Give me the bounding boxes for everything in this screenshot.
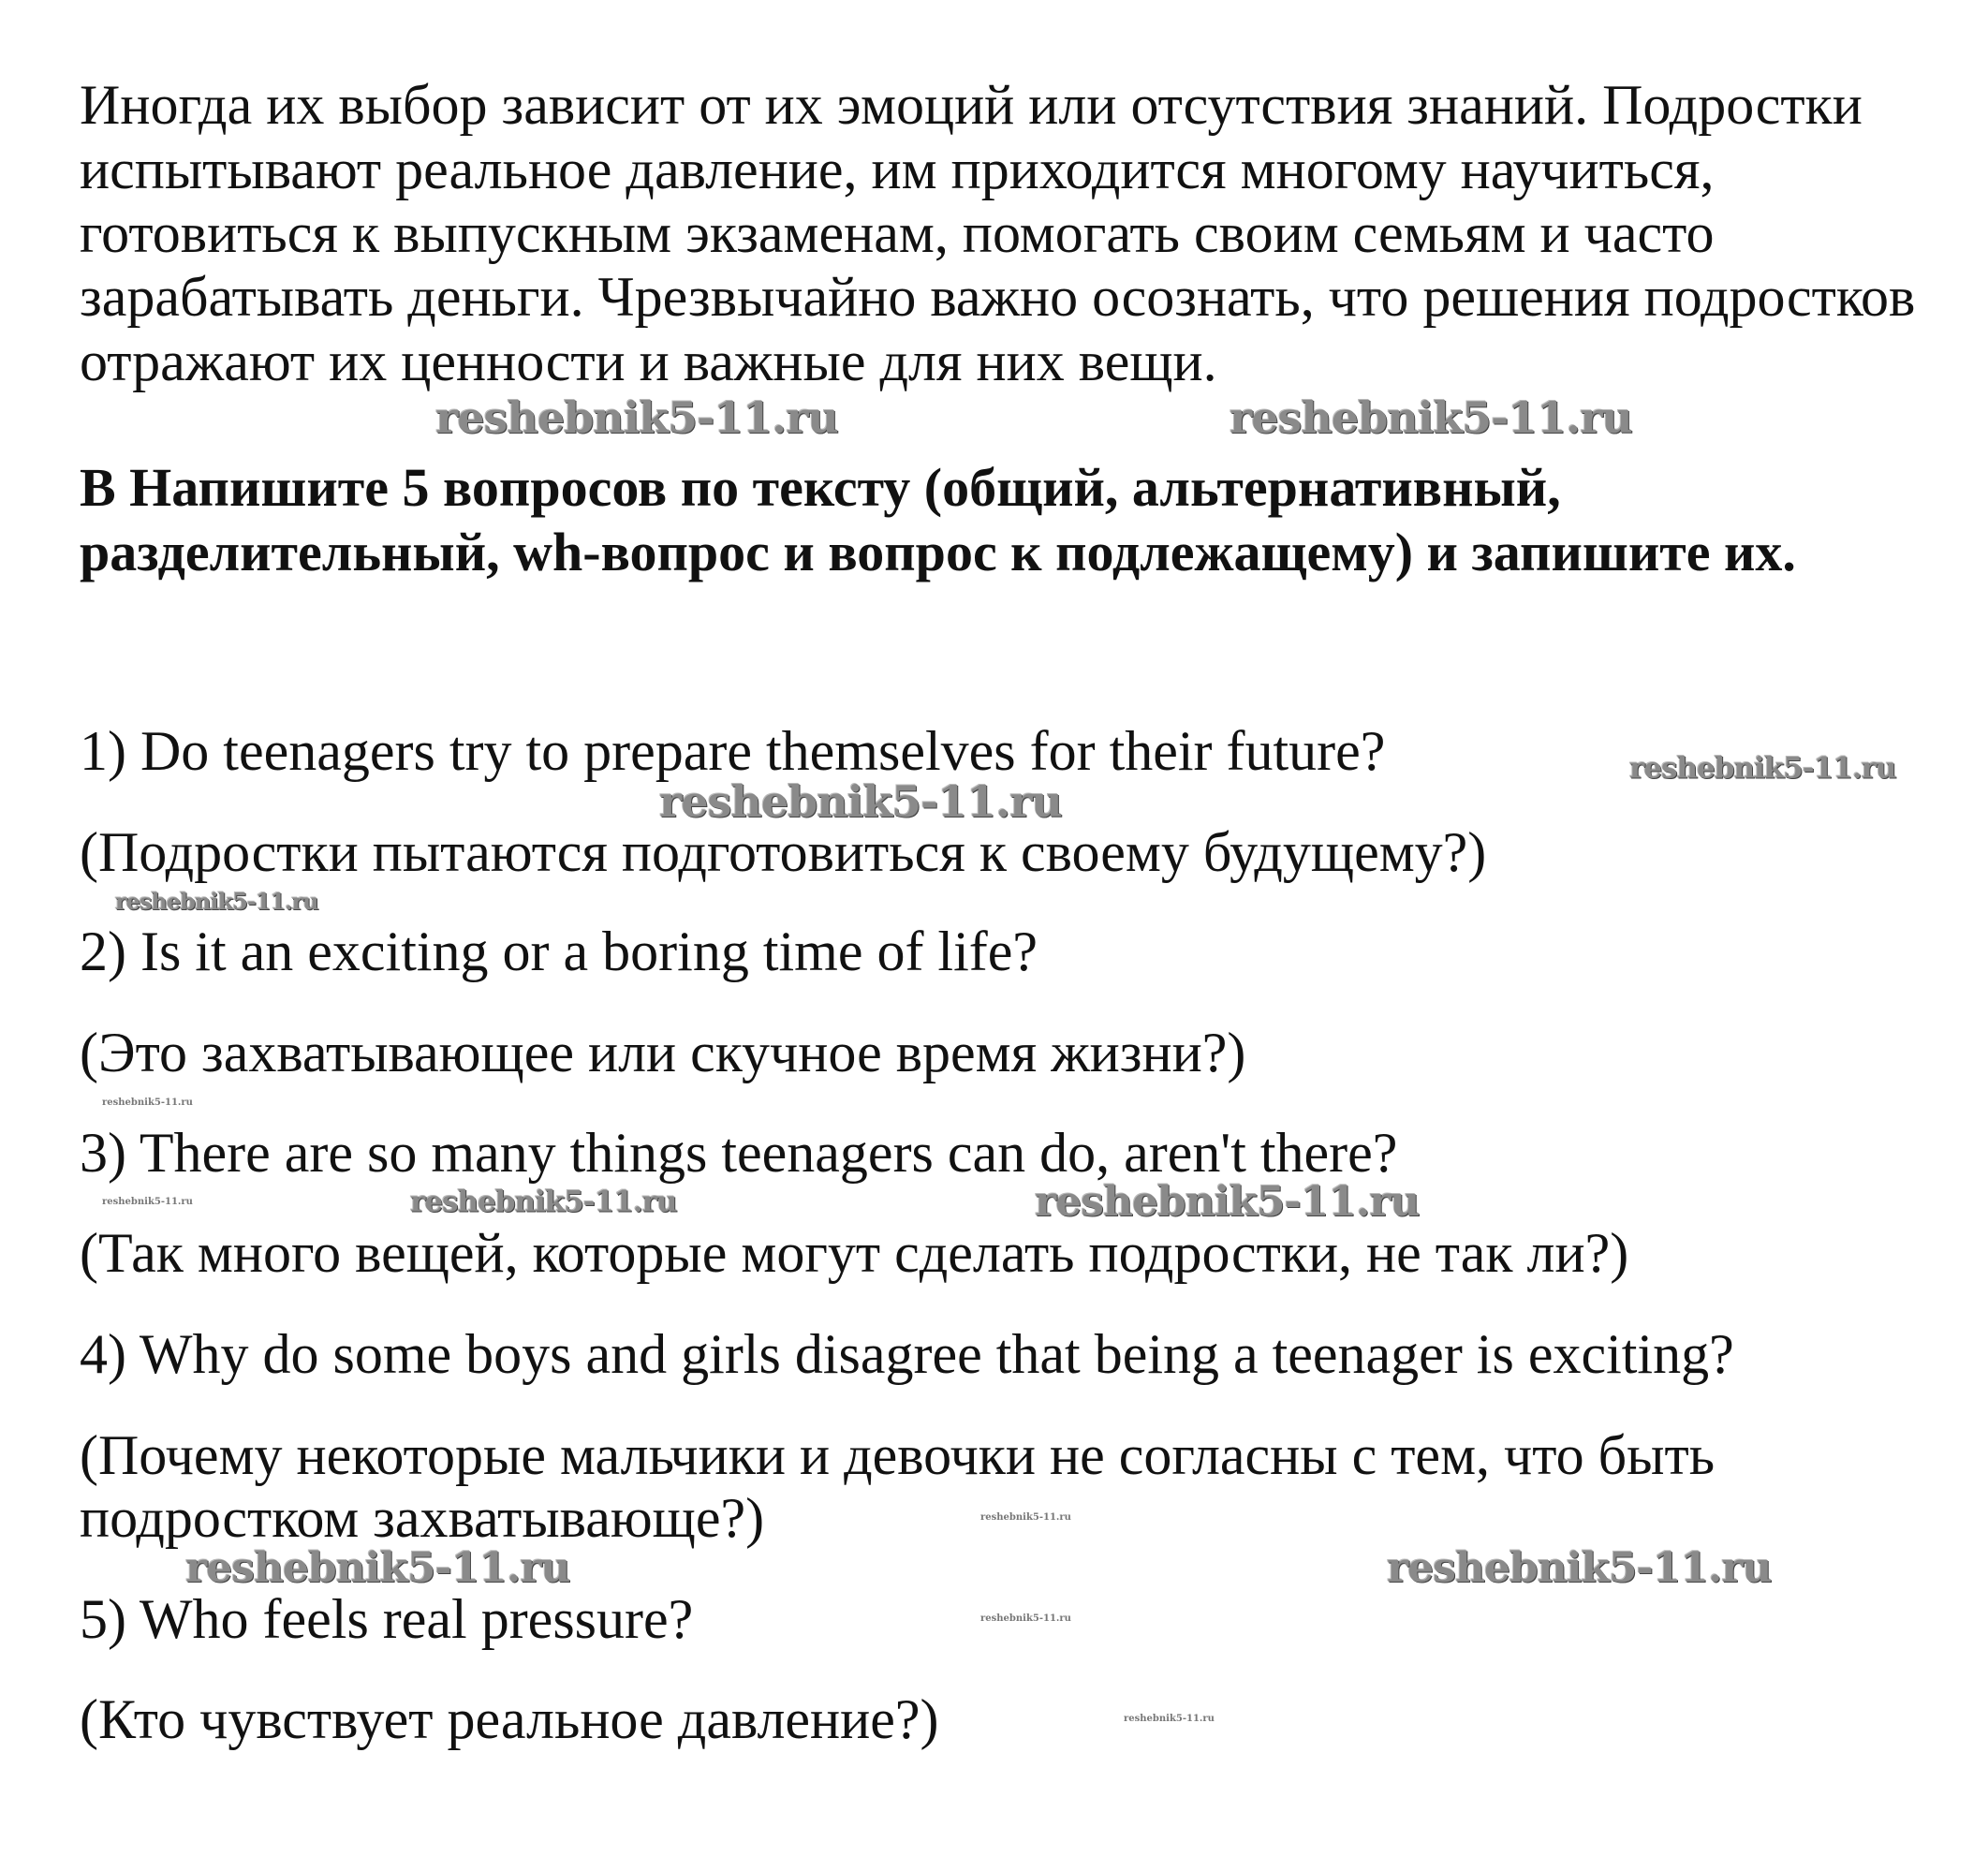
paragraph-line: Иногда их выбор зависит от их эмоций или отсутствия знаний. Подростки — [80, 74, 1863, 136]
paragraph-line: готовиться к выпускным экзаменам, помогать своим семьям и часто — [80, 202, 1715, 264]
watermark: reshebnik5-11.ru — [1035, 1178, 1420, 1226]
paragraph-line: зарабатывать деньги. Чрезвычайно важно осознать, что решения подростков — [80, 266, 1916, 328]
question-5-ru: (Кто чувствует реальное давление?) — [80, 1688, 939, 1750]
watermark: reshebnik5-11.ru — [115, 888, 318, 915]
question-4-ru: (Почему некоторые мальчики и девочки не согласны с тем, что быть — [80, 1424, 1716, 1486]
task-line: разделительный, wh-вопрос и вопрос к подлежащему) и запишите их. — [80, 522, 1796, 582]
question-3-en: 3) There are so many things teenagers can do, aren't there? — [80, 1122, 1398, 1184]
paragraph-line: испытывают реальное давление, им приходится многому научиться, — [80, 139, 1715, 200]
question-5-en: 5) Who feels real pressure? — [80, 1588, 694, 1650]
question-1-ru: (Подростки пытаются подготовиться к своему будущему?) — [80, 821, 1487, 883]
watermark: reshebnik5-11.ru — [1387, 1544, 1772, 1592]
watermark: reshebnik5-11.ru — [1629, 751, 1896, 786]
watermark: reshebnik5-11.ru — [1124, 1714, 1215, 1724]
watermark: reshebnik5-11.ru — [980, 1512, 1071, 1523]
task-line: В Напишите 5 вопросов по тексту (общий, альтернативный, — [80, 457, 1561, 518]
watermark: reshebnik5-11.ru — [1230, 392, 1632, 443]
watermark: reshebnik5-11.ru — [102, 1097, 193, 1108]
paragraph-line: отражают их ценности и важные для них вещи. — [80, 331, 1217, 392]
watermark: reshebnik5-11.ru — [185, 1544, 570, 1592]
watermark: reshebnik5-11.ru — [435, 392, 838, 443]
question-2-en: 2) Is it an exciting or a boring time of life? — [80, 921, 1038, 982]
question-3-ru: (Так много вещей, которые могут сделать подростки, не так ли?) — [80, 1222, 1629, 1284]
watermark: reshebnik5-11.ru — [102, 1197, 193, 1207]
watermark: reshebnik5-11.ru — [659, 776, 1062, 827]
question-1-en: 1) Do teenagers try to prepare themselves for their future? — [80, 720, 1386, 782]
question-4-ru: подростком захватывающе?) — [80, 1487, 765, 1549]
watermark: reshebnik5-11.ru — [410, 1185, 677, 1219]
question-2-ru: (Это захватывающее или скучное время жизни?) — [80, 1022, 1246, 1083]
watermark: reshebnik5-11.ru — [980, 1613, 1071, 1624]
question-4-en: 4) Why do some boys and girls disagree that being a teenager is exciting? — [80, 1323, 1734, 1385]
